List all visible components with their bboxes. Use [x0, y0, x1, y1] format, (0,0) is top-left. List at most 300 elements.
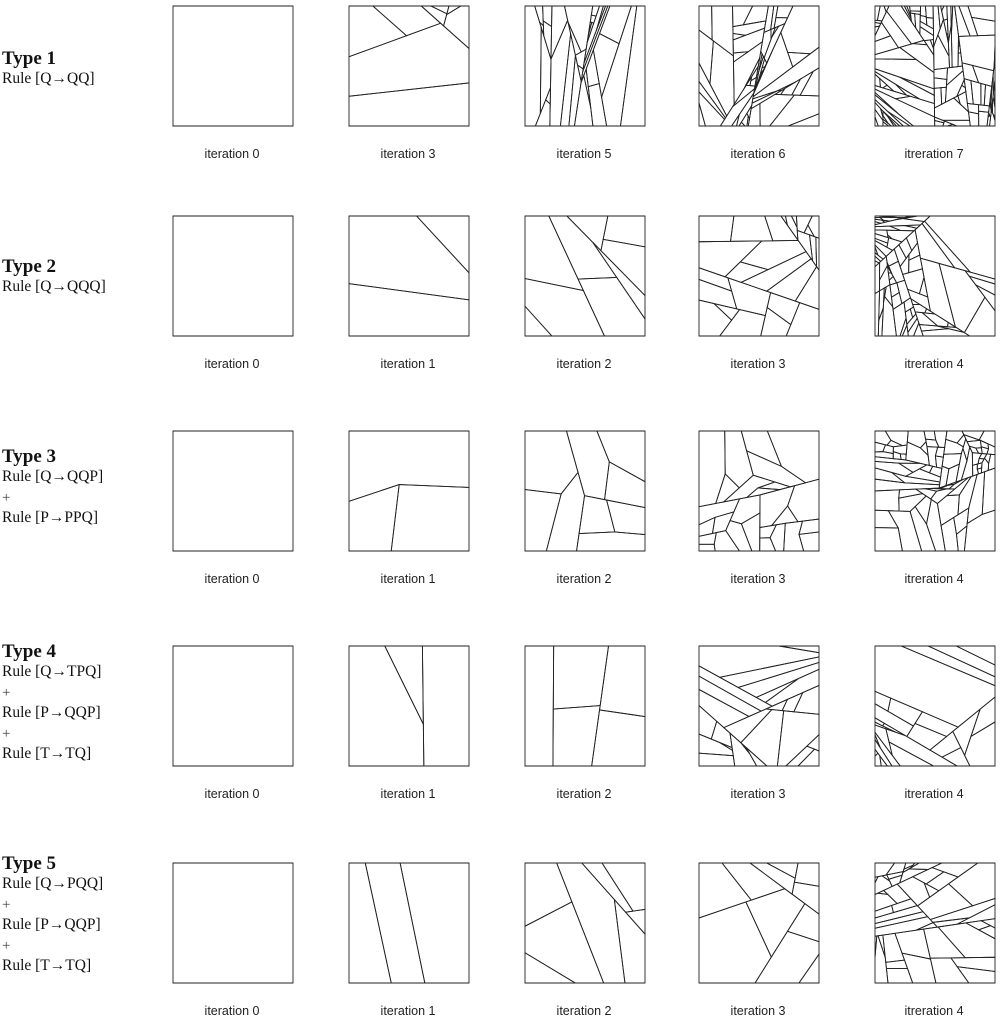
cell-polygon — [614, 900, 645, 983]
cell-polygon — [788, 479, 819, 522]
cell-polygon — [934, 431, 947, 448]
rule-plus: + — [2, 684, 11, 701]
cell-polygon — [761, 29, 771, 57]
cell-polygon — [699, 216, 734, 242]
rule-plus: + — [2, 725, 11, 742]
cell-polygon — [875, 468, 905, 483]
cell-polygon — [699, 268, 732, 291]
cell-polygon — [979, 926, 995, 939]
cell-polygon — [349, 863, 391, 983]
iteration-caption: iteration 1 — [380, 787, 436, 801]
cell-polygon — [602, 6, 637, 126]
cell-polygon — [173, 216, 293, 336]
cell-polygon — [899, 238, 912, 258]
cell-polygon — [349, 216, 469, 300]
cell-polygon — [934, 88, 941, 108]
cell-polygon — [888, 273, 893, 280]
cell-polygon — [349, 646, 424, 766]
subdivision-panel — [524, 430, 646, 552]
cell-polygon — [900, 869, 928, 883]
subdivision-panel — [348, 5, 470, 127]
cell-polygon — [767, 431, 819, 483]
type-title: Type 1 — [2, 48, 57, 69]
cell-polygon — [971, 81, 981, 105]
subdivision-svg — [524, 5, 646, 127]
subdivision-panel — [874, 5, 996, 127]
type-title: Type 4 — [2, 641, 57, 662]
subdivision-panel — [172, 215, 294, 337]
cell-polygon — [525, 490, 561, 551]
subdivision-svg — [348, 215, 470, 337]
cell-polygon — [525, 902, 604, 983]
cell-polygon — [910, 13, 915, 28]
cell-polygon — [349, 431, 469, 501]
cell-polygon — [373, 6, 441, 36]
cell-polygon — [959, 35, 995, 71]
cell-polygon — [922, 329, 970, 336]
cell-polygon — [551, 6, 568, 59]
rule-text: Rule [Q→QQQ] — [2, 278, 106, 295]
cell-polygon — [173, 6, 293, 126]
subdivision-panel — [524, 5, 646, 127]
cell-polygon — [543, 21, 551, 60]
cell-polygon — [566, 431, 609, 500]
cell-polygon — [938, 923, 995, 958]
cell-polygon — [792, 71, 813, 95]
iteration-caption: iteration 0 — [204, 1004, 260, 1018]
cell-polygon — [788, 52, 811, 67]
cell-polygon — [796, 216, 812, 233]
iteration-caption: itreration 7 — [904, 147, 964, 161]
cell-polygon — [920, 442, 928, 456]
cell-polygon — [525, 6, 541, 126]
cell-polygon — [875, 230, 888, 238]
rule-text: Rule [Q→PQQ] — [2, 875, 104, 892]
subdivision-svg — [698, 645, 820, 767]
subdivision-panel — [172, 862, 294, 984]
cell-polygon — [755, 931, 819, 983]
subdivision-panel — [698, 645, 820, 767]
cell-polygon — [910, 11, 920, 15]
subdivision-panel — [874, 215, 996, 337]
cell-polygon — [935, 120, 944, 126]
subdivision-panel — [172, 5, 294, 127]
iteration-caption: iteration 0 — [204, 357, 260, 371]
cell-polygon — [875, 36, 899, 55]
cell-polygon — [795, 267, 819, 310]
cell-polygon — [888, 698, 922, 726]
cell-polygon — [760, 486, 795, 528]
cell-polygon — [710, 41, 734, 116]
iteration-caption: iteration 1 — [380, 357, 436, 371]
subdivision-panel — [874, 430, 996, 552]
subdivision-panel — [348, 645, 470, 767]
cell-polygon — [875, 490, 900, 511]
rule-text: Rule [P→QQP] — [2, 704, 101, 721]
cell-polygon — [349, 6, 407, 57]
cell-polygon — [979, 431, 995, 447]
cell-polygon — [781, 6, 819, 54]
cell-polygon — [781, 79, 801, 95]
subdivision-panel — [524, 862, 646, 984]
cell-polygon — [738, 662, 819, 697]
cell-polygon — [582, 863, 633, 912]
cell-polygon — [579, 496, 615, 534]
cell-polygon — [875, 912, 928, 929]
cell-polygon — [549, 216, 617, 279]
cell-polygon — [699, 103, 705, 126]
cell-polygon — [899, 489, 923, 498]
cell-polygon — [733, 33, 745, 39]
cell-polygon — [741, 431, 781, 466]
cell-polygon — [899, 463, 927, 472]
cell-polygon — [926, 439, 939, 447]
cell-polygon — [385, 646, 424, 724]
type-title: Type 5 — [2, 853, 57, 874]
rule-text: Rule [Q→QQP] — [2, 468, 104, 485]
cell-polygon — [550, 20, 571, 126]
rule-plus: + — [2, 937, 11, 954]
cell-polygon — [967, 103, 978, 113]
subdivision-svg — [348, 645, 470, 767]
iteration-caption: iteration 3 — [380, 147, 436, 161]
subdivision-svg — [698, 215, 820, 337]
cell-polygon — [920, 258, 955, 327]
cell-polygon — [875, 753, 881, 766]
cell-polygon — [553, 646, 608, 709]
cell-polygon — [365, 863, 425, 983]
subdivision-svg — [698, 5, 820, 127]
subdivision-svg — [348, 5, 470, 127]
rule-text: Rule [P→QQP] — [2, 916, 101, 933]
cell-polygon — [933, 918, 969, 927]
rule-text: Rule [T→TQ] — [2, 957, 92, 974]
cell-polygon — [349, 485, 399, 551]
cell-polygon — [733, 21, 766, 35]
cell-polygon — [699, 863, 751, 918]
rule-plus: + — [2, 489, 11, 506]
cell-polygon — [620, 6, 645, 126]
cell-polygon — [557, 863, 625, 983]
cell-polygon — [525, 953, 575, 983]
cell-polygon — [875, 893, 897, 911]
cell-polygon — [714, 531, 739, 551]
cell-polygon — [926, 18, 933, 29]
cell-polygon — [728, 278, 771, 316]
cell-polygon — [786, 303, 819, 336]
cell-polygon — [400, 863, 469, 983]
subdivision-panel — [524, 215, 646, 337]
cell-polygon — [883, 933, 905, 962]
cell-polygon — [699, 676, 761, 716]
subdivision-panel — [698, 5, 820, 127]
subdivision-panel — [874, 645, 996, 767]
cell-polygon — [979, 454, 987, 459]
cell-polygon — [924, 883, 939, 897]
iteration-caption: iteration 2 — [556, 787, 612, 801]
cell-polygon — [422, 646, 469, 766]
cell-polygon — [525, 431, 578, 494]
iteration-caption: iteration 3 — [730, 787, 786, 801]
cell-polygon — [946, 431, 964, 443]
cell-polygon — [602, 863, 645, 911]
cell-polygon — [593, 34, 619, 98]
cell-polygon — [731, 216, 773, 241]
cell-polygon — [972, 17, 995, 35]
cell-polygon — [699, 666, 772, 711]
cell-polygon — [886, 969, 912, 983]
cell-polygon — [777, 711, 819, 766]
iteration-caption: iteration 3 — [730, 572, 786, 586]
cell-polygon — [603, 216, 645, 247]
iteration-caption: iteration 2 — [556, 572, 612, 586]
cell-polygon — [767, 259, 817, 301]
subdivision-svg — [348, 430, 470, 552]
rule-text: Rule [T→TQ] — [2, 745, 92, 762]
type-label-5 — [2, 853, 162, 977]
subdivision-svg — [172, 645, 294, 767]
subdivision-svg — [524, 215, 646, 337]
cell-polygon — [875, 646, 995, 727]
cell-polygon — [597, 431, 645, 482]
cell-polygon — [699, 689, 749, 727]
iteration-caption: iteration 0 — [204, 787, 260, 801]
cell-polygon — [391, 485, 469, 551]
iteration-caption: iteration 5 — [556, 147, 612, 161]
subdivision-panel — [874, 862, 996, 984]
cell-polygon — [930, 958, 969, 983]
rule-plus: + — [2, 896, 11, 913]
iteration-caption: iteration 1 — [380, 1004, 436, 1018]
subdivision-panel — [172, 645, 294, 767]
type-label-2 — [2, 256, 162, 298]
cell-polygon — [918, 884, 973, 920]
cell-polygon — [875, 47, 916, 59]
cell-polygon — [699, 544, 715, 551]
subdivision-svg — [874, 5, 996, 127]
subdivision-svg — [874, 215, 996, 337]
cell-polygon — [752, 91, 777, 103]
cell-polygon — [886, 960, 908, 968]
cell-polygon — [447, 6, 461, 15]
cell-polygon — [949, 863, 995, 906]
cell-polygon — [746, 889, 805, 957]
cell-polygon — [600, 646, 645, 717]
cell-polygon — [924, 927, 966, 958]
subdivision-panel — [524, 645, 646, 767]
cell-polygon — [560, 34, 575, 126]
cell-polygon — [740, 240, 806, 269]
cell-polygon — [788, 904, 820, 942]
cell-polygon — [924, 40, 934, 55]
subdivision-panel — [348, 862, 470, 984]
subdivision-svg — [172, 215, 294, 337]
cell-polygon — [965, 722, 995, 766]
cell-polygon — [761, 307, 791, 336]
cell-polygon — [946, 66, 963, 85]
subdivision-panel — [172, 430, 294, 552]
cell-polygon — [920, 15, 927, 25]
cell-polygon — [799, 532, 819, 551]
cell-polygon — [592, 710, 645, 766]
cell-polygon — [804, 225, 814, 237]
cell-polygon — [881, 11, 911, 48]
iteration-caption: iteration 6 — [730, 147, 786, 161]
subdivision-svg — [524, 645, 646, 767]
cell-polygon — [879, 288, 885, 320]
iteration-caption: iteration 2 — [556, 357, 612, 371]
cell-polygon — [747, 451, 806, 487]
cell-polygon — [883, 111, 894, 126]
subdivision-svg — [524, 862, 646, 984]
cell-polygon — [875, 59, 934, 89]
cell-polygon — [577, 532, 645, 551]
cell-polygon — [958, 53, 962, 67]
cell-polygon — [578, 277, 645, 336]
subdivision-svg — [874, 862, 996, 984]
cell-polygon — [933, 6, 940, 47]
cell-polygon — [930, 731, 961, 757]
cell-polygon — [535, 6, 544, 26]
cell-polygon — [944, 439, 964, 454]
cell-polygon — [712, 512, 733, 534]
cell-polygon — [875, 936, 888, 983]
cell-polygon — [887, 230, 914, 242]
cell-polygon — [794, 685, 819, 714]
subdivision-svg — [524, 430, 646, 552]
cell-polygon — [772, 506, 798, 526]
cell-polygon — [784, 521, 804, 551]
cell-polygon — [971, 697, 995, 736]
iteration-caption: iteration 2 — [556, 1004, 612, 1018]
cell-polygon — [785, 216, 797, 240]
subdivision-svg — [348, 862, 470, 984]
cell-polygon — [726, 521, 752, 551]
cell-polygon — [741, 710, 784, 766]
cell-polygon — [875, 262, 880, 293]
iteration-caption: itreration 4 — [904, 1004, 964, 1018]
cell-polygon — [699, 300, 732, 336]
cell-polygon — [875, 479, 940, 491]
cell-polygon — [699, 902, 771, 983]
type-label-3 — [2, 446, 162, 529]
subdivision-svg — [172, 862, 294, 984]
cell-polygon — [978, 458, 984, 463]
subdivision-svg — [172, 5, 294, 127]
cell-polygon — [540, 27, 551, 113]
subdivision-svg — [874, 645, 996, 767]
rule-text: Rule [P→PPQ] — [2, 509, 99, 526]
cell-polygon — [800, 68, 819, 96]
subdivision-panel — [348, 430, 470, 552]
cell-polygon — [934, 98, 969, 120]
iteration-caption: itreration 4 — [904, 572, 964, 586]
cell-polygon — [733, 28, 765, 53]
cell-polygon — [770, 95, 819, 126]
subdivision-panel — [698, 430, 820, 552]
cell-polygon — [927, 499, 946, 551]
cell-polygon — [699, 279, 737, 308]
cell-polygon — [699, 646, 819, 677]
cell-polygon — [891, 292, 901, 309]
cell-polygon — [934, 78, 947, 89]
cell-polygon — [889, 276, 896, 285]
cell-polygon — [786, 746, 815, 766]
cell-polygon — [543, 6, 552, 27]
subdivision-panel — [698, 215, 820, 337]
subdivision-svg — [172, 430, 294, 552]
cell-polygon — [886, 249, 898, 266]
rule-text: Rule [Q→TPQ] — [2, 663, 102, 680]
cell-polygon — [794, 863, 819, 886]
cell-polygon — [792, 882, 819, 914]
cell-polygon — [972, 65, 993, 86]
cell-polygon — [535, 100, 550, 126]
subdivision-svg — [698, 862, 820, 984]
cell-polygon — [905, 309, 912, 324]
cell-polygon — [730, 495, 760, 524]
cell-polygon — [173, 863, 293, 983]
rule-text: Rule [Q→QQ] — [2, 70, 95, 87]
subdivision-panel — [698, 862, 820, 984]
cell-polygon — [525, 863, 572, 926]
cell-polygon — [939, 263, 985, 332]
cell-polygon — [875, 528, 902, 551]
iteration-caption: iteration 3 — [730, 357, 786, 371]
cell-polygon — [979, 105, 990, 113]
cell-polygon — [173, 646, 293, 766]
cell-polygon — [600, 6, 632, 44]
cell-polygon — [957, 85, 966, 96]
cell-polygon — [546, 472, 584, 551]
cell-polygon — [765, 669, 819, 706]
cell-polygon — [943, 120, 971, 126]
cell-polygon — [941, 517, 958, 551]
cell-polygon — [875, 510, 898, 528]
cell-polygon — [979, 111, 989, 126]
cell-polygon — [525, 646, 554, 766]
cell-polygon — [756, 679, 798, 703]
cell-polygon — [788, 114, 819, 126]
type-label-4 — [2, 641, 162, 765]
cell-polygon — [951, 6, 958, 67]
cell-polygon — [760, 94, 794, 126]
cell-polygon — [957, 435, 966, 447]
subdivision-svg — [874, 430, 996, 552]
subdivision-panel — [348, 215, 470, 337]
iteration-caption: iteration 3 — [730, 1004, 786, 1018]
cell-polygon — [969, 276, 995, 295]
iteration-caption: iteration 0 — [204, 147, 260, 161]
cell-polygon — [586, 50, 599, 87]
type-label-1 — [2, 48, 162, 90]
cell-polygon — [349, 83, 469, 126]
type-title: Type 3 — [2, 446, 57, 467]
cell-polygon — [981, 83, 986, 105]
iteration-caption: itreration 4 — [904, 357, 964, 371]
cell-polygon — [699, 706, 717, 740]
subdivision-svg — [698, 430, 820, 552]
cell-polygon — [720, 657, 819, 688]
cell-polygon — [913, 868, 944, 884]
cell-polygon — [893, 445, 907, 454]
cell-polygon — [875, 6, 880, 20]
cell-polygon — [699, 92, 725, 126]
cell-polygon — [920, 27, 934, 41]
cell-polygon — [743, 6, 768, 25]
cell-polygon — [699, 431, 725, 507]
cell-polygon — [722, 863, 785, 900]
